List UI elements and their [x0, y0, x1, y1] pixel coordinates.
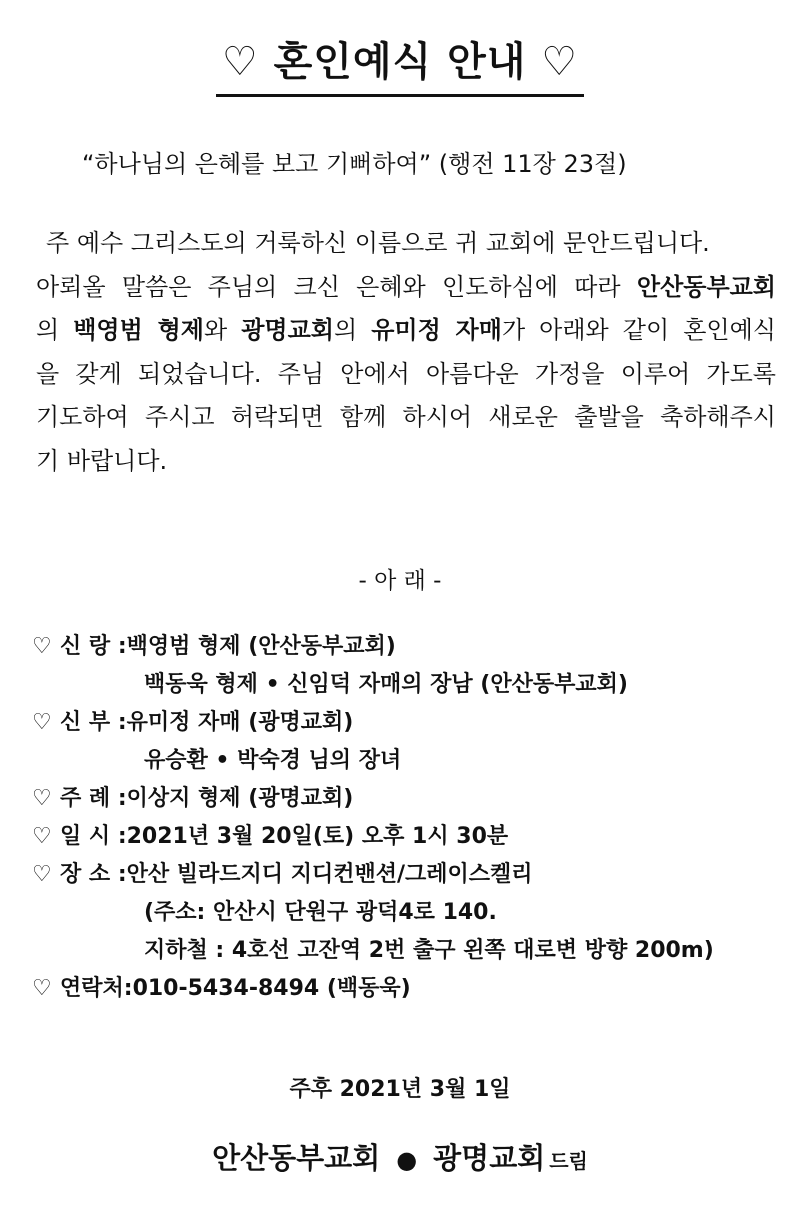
- bride-parents: 유승환 • 박숙경 님의 장녀: [144, 748, 402, 773]
- officiant-label: 주 례 :: [60, 786, 127, 811]
- groom-row: [32, 630, 396, 664]
- body-line-5: 기도하여 주시고 허락되면 함께 하시어 새로운 출발을 축하해주시: [36, 403, 776, 431]
- signature-line: [0, 1136, 800, 1177]
- place-label: 장 소 :: [60, 862, 127, 887]
- place-row: [32, 858, 533, 892]
- datetime-value: 2021년 3월 20일(토) 오후 1시 30분: [126, 824, 509, 849]
- scripture-verse: “하나님의 은혜를 보고 기뻐하여” (행전 11장 23절): [82, 150, 627, 178]
- body-text: 와: [203, 316, 242, 344]
- body-line-6: 기 바랍니다.: [36, 446, 168, 475]
- groom-value: 백영범 형제 (안산동부교회): [126, 634, 396, 659]
- datetime-row: [32, 820, 508, 854]
- closing-word: 드림: [549, 1149, 588, 1173]
- heart-icon: ♡: [32, 786, 52, 811]
- bride-label: 신 부 :: [60, 710, 127, 735]
- page-title: [0, 36, 800, 97]
- officiant-row: [32, 782, 353, 816]
- bride-church-name: 광명교회: [241, 316, 334, 344]
- groom-parents: 백동욱 형제 • 신임덕 자매의 장남 (안산동부교회): [144, 672, 628, 697]
- bride-row: [32, 706, 353, 740]
- body-text: 의: [333, 316, 372, 344]
- body-line-2: [36, 266, 776, 310]
- groom-church-name: 안산동부교회: [636, 272, 776, 301]
- groom-name: 백영범 형제: [73, 316, 204, 344]
- bride-name: 유미정 자매: [371, 316, 502, 344]
- place-value: 안산 빌라드지디 지디컨밴션/그레이스켈리: [126, 862, 533, 887]
- heart-icon: ♡: [32, 824, 52, 849]
- heart-icon: ♡: [32, 634, 52, 659]
- greeting-body: [36, 222, 776, 483]
- bride-value: 유미정 자매 (광명교회): [126, 710, 354, 735]
- heart-icon: ♡: [32, 976, 52, 1001]
- below-heading: - 아 래 -: [358, 568, 442, 594]
- place-subway: 지하철 : 4호선 고잔역 2번 출구 왼쪽 대로변 방향 200m): [144, 938, 714, 963]
- place-address: (주소: 안산시 단원구 광덕4로 140.: [144, 900, 497, 925]
- body-line-4: 을 갖게 되었습니다. 주님 안에서 아름다운 가정을 이루어 가도록: [36, 359, 776, 388]
- body-text: 가 아래와 같이 혼인예식: [501, 316, 776, 344]
- contact-value: 010-5434-8494 (백동욱): [132, 976, 411, 1001]
- body-text: 의: [36, 316, 74, 344]
- issue-date: 주후 2021년 3월 1일: [289, 1077, 511, 1102]
- heart-icon: ♡: [32, 862, 52, 887]
- heart-icon: ♡: [32, 710, 52, 735]
- officiant-value: 이상지 형제 (광명교회): [126, 786, 354, 811]
- title-text: ♡ 혼인예식 안내 ♡: [216, 36, 584, 97]
- body-line-1: 주 예수 그리스도의 거룩하신 이름으로 귀 교회에 문안드립니다.: [46, 229, 710, 257]
- body-line-3: [36, 309, 776, 353]
- contact-row: [32, 972, 411, 1006]
- datetime-label: 일 시 :: [60, 824, 127, 849]
- contact-label: 연락처:: [60, 976, 133, 1001]
- signer-church-1: 안산동부교회: [212, 1141, 381, 1175]
- bullet-dot-icon: ●: [396, 1146, 418, 1174]
- groom-label: 신 랑 :: [60, 634, 127, 659]
- body-text: 아뢰올 말씀은 주님의 크신 은혜와 인도하심에 따라: [36, 272, 637, 301]
- signer-church-2: 광명교회: [433, 1141, 546, 1175]
